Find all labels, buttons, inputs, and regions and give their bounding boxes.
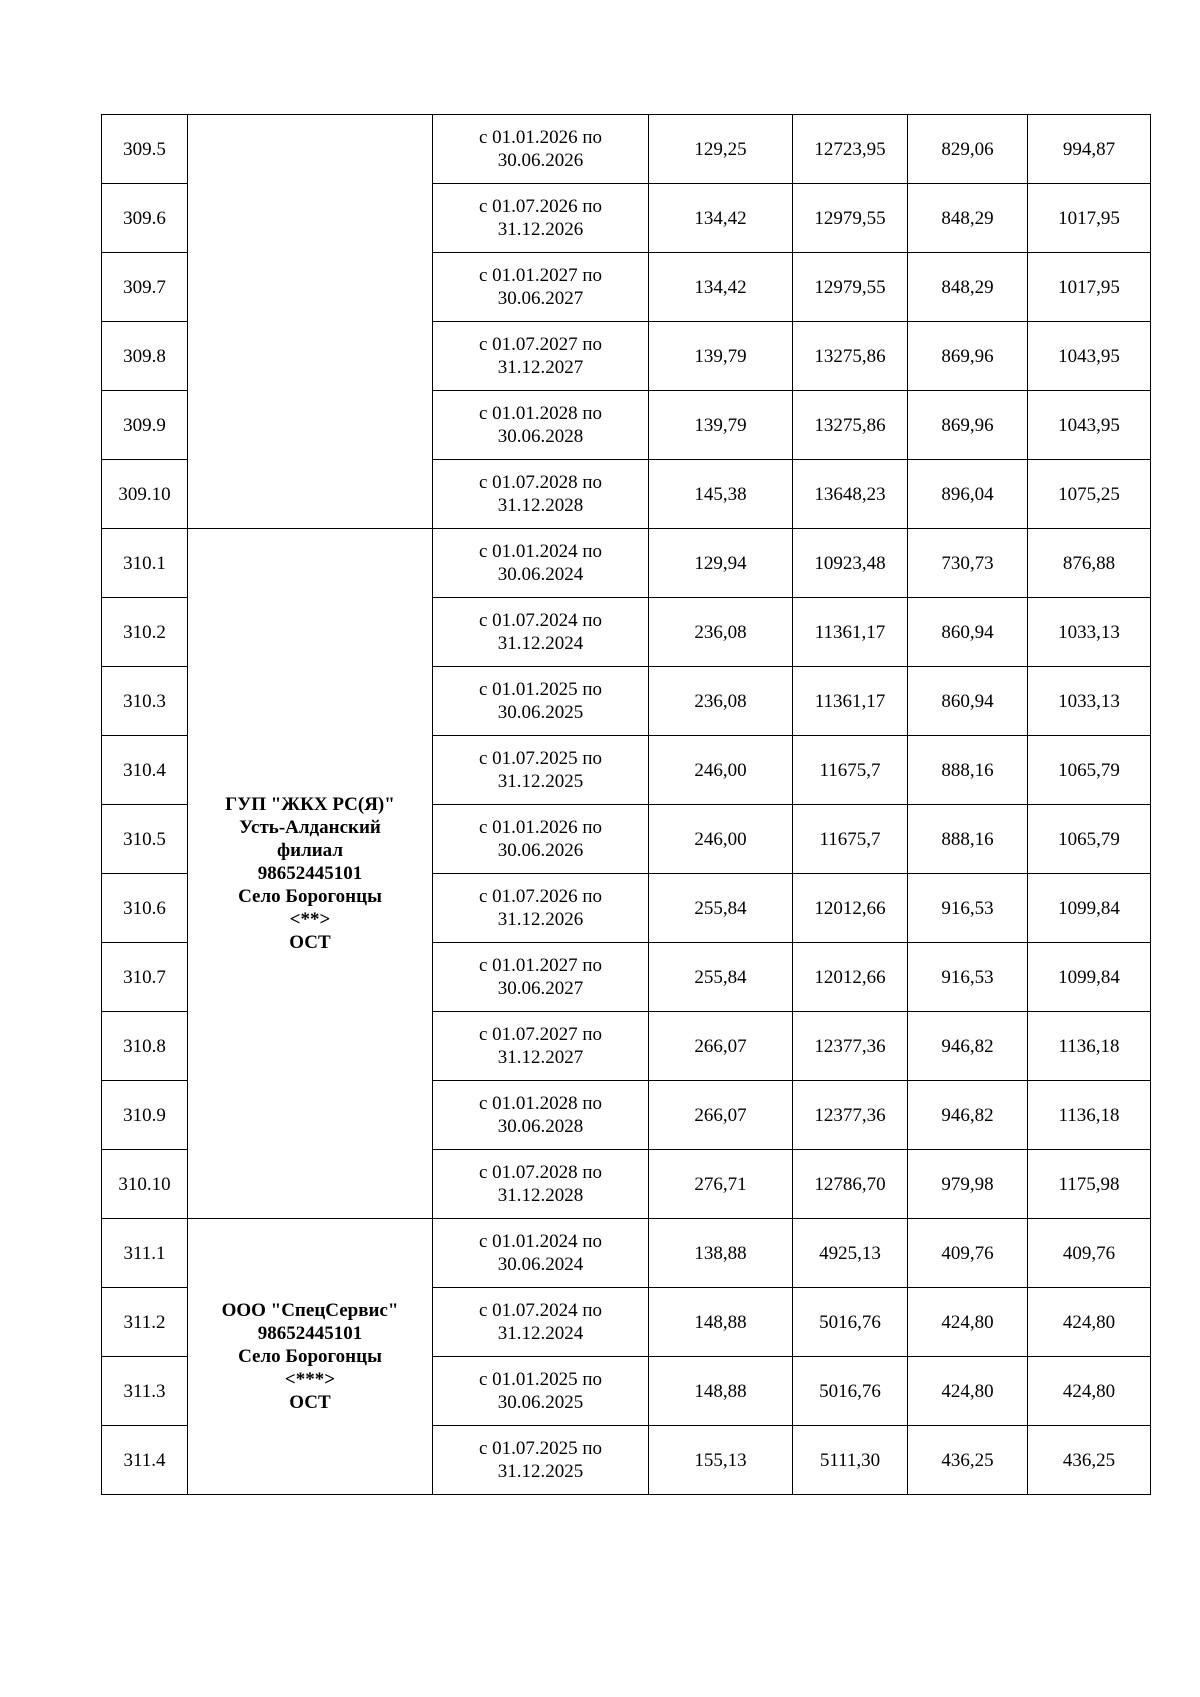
period-end: 31.12.2028 <box>497 495 584 516</box>
value-cell-3: 896,04 <box>908 460 1028 529</box>
value-cell-2: 13275,86 <box>793 391 908 460</box>
value-cell-4: 1175,98 <box>1028 1150 1151 1219</box>
organization-line: Усть-Алданский <box>239 817 381 838</box>
value-cell-2: 11361,17 <box>793 598 908 667</box>
value-cell-3: 916,53 <box>908 874 1028 943</box>
row-number-cell: 309.7 <box>102 253 188 322</box>
value-cell-4: 994,87 <box>1028 115 1151 184</box>
value-cell-2: 4925,13 <box>793 1219 908 1288</box>
value-cell-3: 888,16 <box>908 736 1028 805</box>
row-number-cell: 310.10 <box>102 1150 188 1219</box>
period-end: 31.12.2028 <box>497 1185 584 1206</box>
period-cell <box>433 598 649 667</box>
value-cell-3: 848,29 <box>908 184 1028 253</box>
period-cell <box>433 1150 649 1219</box>
row-number-cell: 310.5 <box>102 805 188 874</box>
value-cell-3: 869,96 <box>908 322 1028 391</box>
organization-line: ОСТ <box>289 1392 331 1413</box>
table-row <box>102 115 1151 184</box>
period-start: с 01.07.2024 по <box>478 610 603 631</box>
period-cell <box>433 1012 649 1081</box>
value-cell-1: 266,07 <box>649 1081 793 1150</box>
period-start: с 01.01.2027 по <box>478 955 603 976</box>
organization-cell <box>188 529 433 1219</box>
value-cell-2: 11675,7 <box>793 736 908 805</box>
period-end: 30.06.2026 <box>497 840 584 861</box>
value-cell-1: 246,00 <box>649 736 793 805</box>
value-cell-4: 1099,84 <box>1028 874 1151 943</box>
value-cell-4: 1043,95 <box>1028 322 1151 391</box>
period-cell <box>433 184 649 253</box>
period-end: 31.12.2027 <box>497 1047 584 1068</box>
period-end: 30.06.2024 <box>497 1254 584 1275</box>
period-end: 30.06.2028 <box>497 1116 584 1137</box>
value-cell-1: 129,94 <box>649 529 793 598</box>
value-cell-2: 12012,66 <box>793 943 908 1012</box>
value-cell-3: 979,98 <box>908 1150 1028 1219</box>
period-start: с 01.07.2025 по <box>478 748 603 769</box>
value-cell-1: 145,38 <box>649 460 793 529</box>
value-cell-4: 1136,18 <box>1028 1081 1151 1150</box>
table-row <box>102 529 1151 598</box>
period-end: 30.06.2024 <box>497 564 584 585</box>
period-end: 31.12.2026 <box>497 909 584 930</box>
value-cell-4: 1017,95 <box>1028 253 1151 322</box>
value-cell-1: 148,88 <box>649 1288 793 1357</box>
organization-line: филиал <box>276 840 344 861</box>
value-cell-1: 236,08 <box>649 667 793 736</box>
row-number-cell: 310.1 <box>102 529 188 598</box>
value-cell-4: 876,88 <box>1028 529 1151 598</box>
period-start: с 01.01.2026 по <box>478 817 603 838</box>
value-cell-3: 869,96 <box>908 391 1028 460</box>
value-cell-1: 155,13 <box>649 1426 793 1495</box>
organization-line: 98652445101 <box>257 1323 363 1344</box>
value-cell-4: 436,25 <box>1028 1426 1151 1495</box>
period-start: с 01.01.2027 по <box>478 265 603 286</box>
row-number-cell: 311.3 <box>102 1357 188 1426</box>
period-end: 30.06.2025 <box>497 702 584 723</box>
value-cell-2: 12012,66 <box>793 874 908 943</box>
period-cell <box>433 1426 649 1495</box>
value-cell-2: 11361,17 <box>793 667 908 736</box>
value-cell-2: 5016,76 <box>793 1288 908 1357</box>
period-start: с 01.07.2026 по <box>478 886 603 907</box>
value-cell-4: 1017,95 <box>1028 184 1151 253</box>
value-cell-2: 11675,7 <box>793 805 908 874</box>
row-number-cell: 310.6 <box>102 874 188 943</box>
period-end: 31.12.2026 <box>497 219 584 240</box>
period-cell <box>433 736 649 805</box>
period-cell <box>433 115 649 184</box>
value-cell-1: 236,08 <box>649 598 793 667</box>
value-cell-4: 1033,13 <box>1028 667 1151 736</box>
tariff-table <box>101 114 1151 1495</box>
value-cell-4: 1099,84 <box>1028 943 1151 1012</box>
value-cell-4: 1065,79 <box>1028 736 1151 805</box>
period-cell <box>433 943 649 1012</box>
organization-line: 98652445101 <box>257 863 363 884</box>
value-cell-4: 1075,25 <box>1028 460 1151 529</box>
row-number-cell: 310.4 <box>102 736 188 805</box>
value-cell-3: 730,73 <box>908 529 1028 598</box>
value-cell-4: 1136,18 <box>1028 1012 1151 1081</box>
period-end: 31.12.2024 <box>497 633 584 654</box>
period-start: с 01.07.2024 по <box>478 1300 603 1321</box>
period-cell <box>433 460 649 529</box>
period-cell <box>433 1357 649 1426</box>
row-number-cell: 309.5 <box>102 115 188 184</box>
organization-cell <box>188 115 433 529</box>
period-cell <box>433 1219 649 1288</box>
period-end: 31.12.2025 <box>497 1461 584 1482</box>
period-start: с 01.07.2025 по <box>478 1438 603 1459</box>
period-cell <box>433 805 649 874</box>
value-cell-2: 10923,48 <box>793 529 908 598</box>
period-end: 30.06.2027 <box>497 978 584 999</box>
period-end: 30.06.2025 <box>497 1392 584 1413</box>
period-cell <box>433 253 649 322</box>
row-number-cell: 310.8 <box>102 1012 188 1081</box>
value-cell-2: 12377,36 <box>793 1081 908 1150</box>
row-number-cell: 311.2 <box>102 1288 188 1357</box>
row-number-cell: 310.2 <box>102 598 188 667</box>
value-cell-4: 409,76 <box>1028 1219 1151 1288</box>
value-cell-3: 409,76 <box>908 1219 1028 1288</box>
period-end: 30.06.2028 <box>497 426 584 447</box>
value-cell-1: 266,07 <box>649 1012 793 1081</box>
value-cell-1: 134,42 <box>649 184 793 253</box>
period-start: с 01.01.2024 по <box>478 1231 603 1252</box>
value-cell-3: 829,06 <box>908 115 1028 184</box>
row-number-cell: 309.9 <box>102 391 188 460</box>
period-start: с 01.01.2026 по <box>478 127 603 148</box>
organization-line: Село Борогонцы <box>238 886 382 907</box>
organization-line: ГУП "ЖКХ РС(Я)" <box>225 794 395 815</box>
period-cell <box>433 529 649 598</box>
value-cell-1: 139,79 <box>649 391 793 460</box>
period-start: с 01.07.2028 по <box>478 1162 603 1183</box>
row-number-cell: 309.6 <box>102 184 188 253</box>
value-cell-1: 139,79 <box>649 322 793 391</box>
value-cell-3: 888,16 <box>908 805 1028 874</box>
period-start: с 01.01.2025 по <box>478 1369 603 1390</box>
value-cell-1: 148,88 <box>649 1357 793 1426</box>
value-cell-4: 424,80 <box>1028 1357 1151 1426</box>
value-cell-3: 946,82 <box>908 1012 1028 1081</box>
organization-line: ОСТ <box>289 932 331 953</box>
period-start: с 01.07.2026 по <box>478 196 603 217</box>
period-cell <box>433 322 649 391</box>
period-start: с 01.01.2024 по <box>478 541 603 562</box>
value-cell-4: 1043,95 <box>1028 391 1151 460</box>
row-number-cell: 310.7 <box>102 943 188 1012</box>
value-cell-3: 424,80 <box>908 1288 1028 1357</box>
value-cell-1: 276,71 <box>649 1150 793 1219</box>
period-end: 30.06.2027 <box>497 288 584 309</box>
period-start: с 01.07.2027 по <box>478 1024 603 1045</box>
row-number-cell: 311.1 <box>102 1219 188 1288</box>
organization-line: <**> <box>289 909 331 930</box>
table-row <box>102 1219 1151 1288</box>
period-cell <box>433 874 649 943</box>
value-cell-1: 138,88 <box>649 1219 793 1288</box>
value-cell-1: 255,84 <box>649 943 793 1012</box>
value-cell-3: 424,80 <box>908 1357 1028 1426</box>
value-cell-2: 12979,55 <box>793 184 908 253</box>
value-cell-4: 1065,79 <box>1028 805 1151 874</box>
organization-line: Село Борогонцы <box>238 1346 382 1367</box>
row-number-cell: 309.10 <box>102 460 188 529</box>
row-number-cell: 310.9 <box>102 1081 188 1150</box>
organization-line: <***> <box>284 1369 336 1390</box>
table-body <box>102 115 1151 1495</box>
value-cell-3: 860,94 <box>908 667 1028 736</box>
value-cell-2: 5016,76 <box>793 1357 908 1426</box>
value-cell-3: 436,25 <box>908 1426 1028 1495</box>
row-number-cell: 311.4 <box>102 1426 188 1495</box>
organization-cell <box>188 1219 433 1495</box>
value-cell-4: 1033,13 <box>1028 598 1151 667</box>
value-cell-2: 5111,30 <box>793 1426 908 1495</box>
value-cell-1: 255,84 <box>649 874 793 943</box>
period-cell <box>433 667 649 736</box>
period-end: 30.06.2026 <box>497 150 584 171</box>
value-cell-3: 860,94 <box>908 598 1028 667</box>
period-cell <box>433 391 649 460</box>
value-cell-1: 246,00 <box>649 805 793 874</box>
value-cell-1: 134,42 <box>649 253 793 322</box>
value-cell-4: 424,80 <box>1028 1288 1151 1357</box>
period-start: с 01.07.2027 по <box>478 334 603 355</box>
period-start: с 01.01.2028 по <box>478 403 603 424</box>
value-cell-3: 946,82 <box>908 1081 1028 1150</box>
period-end: 31.12.2027 <box>497 357 584 378</box>
period-end: 31.12.2025 <box>497 771 584 792</box>
value-cell-3: 916,53 <box>908 943 1028 1012</box>
value-cell-2: 12723,95 <box>793 115 908 184</box>
row-number-cell: 310.3 <box>102 667 188 736</box>
value-cell-1: 129,25 <box>649 115 793 184</box>
value-cell-3: 848,29 <box>908 253 1028 322</box>
period-start: с 01.07.2028 по <box>478 472 603 493</box>
organization-line: ООО "СпецСервис" <box>221 1300 399 1321</box>
value-cell-2: 12979,55 <box>793 253 908 322</box>
period-start: с 01.01.2028 по <box>478 1093 603 1114</box>
period-end: 31.12.2024 <box>497 1323 584 1344</box>
row-number-cell: 309.8 <box>102 322 188 391</box>
period-start: с 01.01.2025 по <box>478 679 603 700</box>
value-cell-2: 12377,36 <box>793 1012 908 1081</box>
value-cell-2: 13648,23 <box>793 460 908 529</box>
period-cell <box>433 1288 649 1357</box>
value-cell-2: 13275,86 <box>793 322 908 391</box>
period-cell <box>433 1081 649 1150</box>
value-cell-2: 12786,70 <box>793 1150 908 1219</box>
